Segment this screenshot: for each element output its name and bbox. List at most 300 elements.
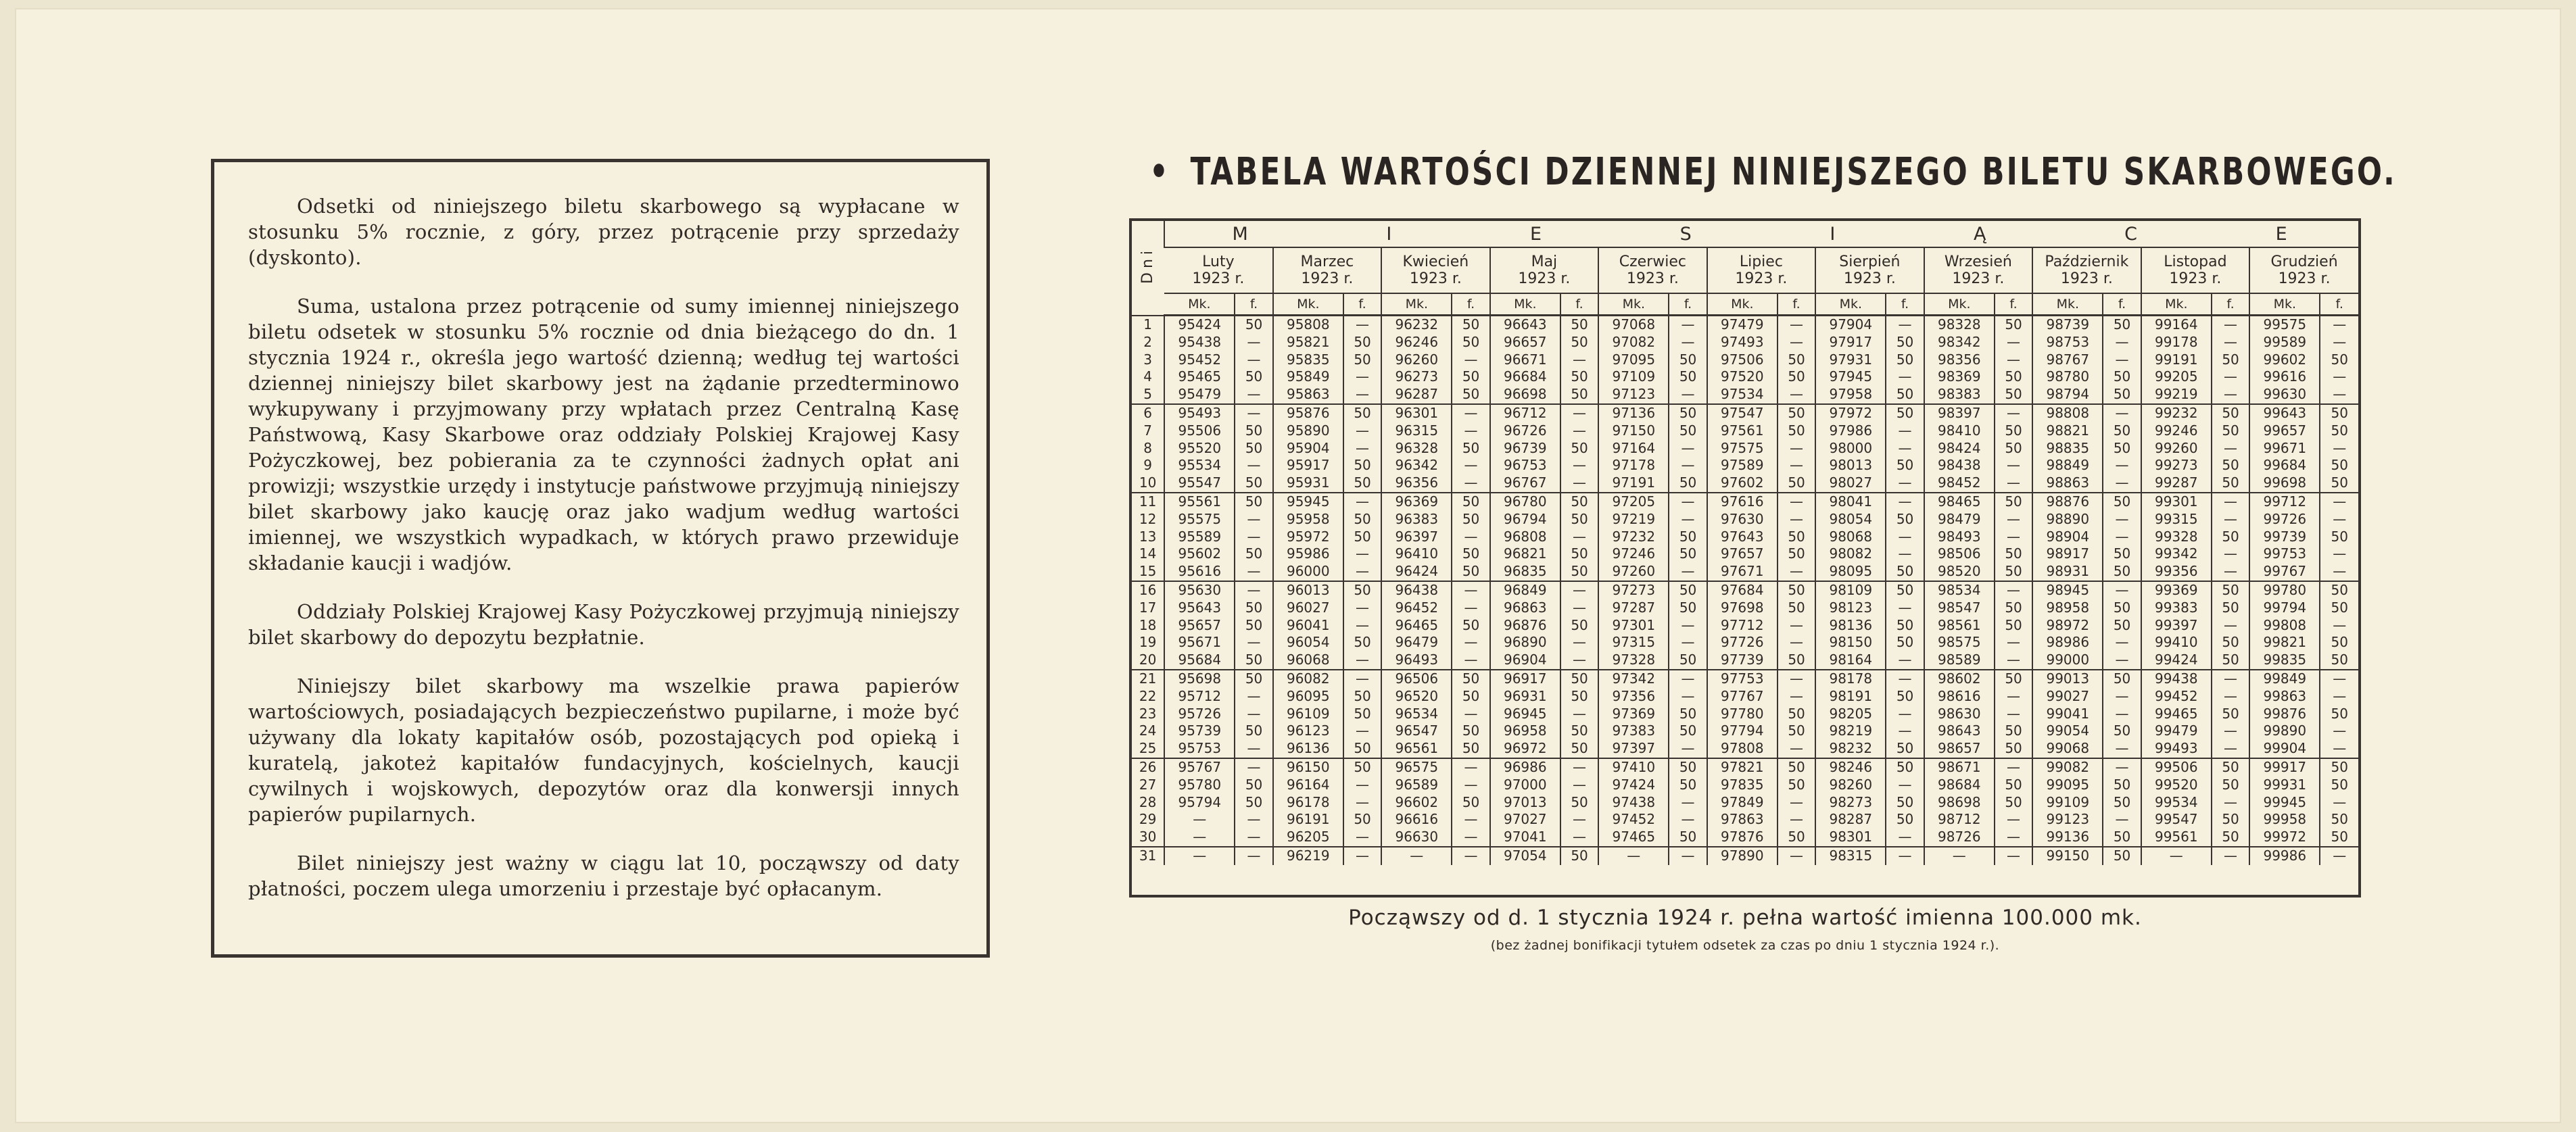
value-f: — xyxy=(1778,634,1815,651)
months-header-letter: I xyxy=(1386,223,1396,245)
value-f: 50 xyxy=(1886,634,1924,651)
value-mk: 99301 xyxy=(2141,493,2212,511)
value-f: — xyxy=(1669,670,1707,688)
unit-mk-header: Mk. xyxy=(2141,293,2212,316)
value-f: 50 xyxy=(2212,581,2249,599)
daily-value-table xyxy=(1132,221,2358,865)
value-mk: 99575 xyxy=(2249,316,2320,334)
value-f: — xyxy=(1886,651,1924,670)
value-mk: 97095 xyxy=(1598,351,1669,369)
value-mk: 97780 xyxy=(1707,706,1778,723)
value-mk: 95808 xyxy=(1273,316,1343,334)
value-f: — xyxy=(1886,706,1924,723)
value-mk: 99506 xyxy=(2141,758,2212,777)
value-mk: 97383 xyxy=(1598,722,1669,740)
value-f: 50 xyxy=(2103,777,2141,794)
day-number: 3 xyxy=(1143,351,1152,368)
value-f: 50 xyxy=(1669,829,1707,847)
value-mk: 97972 xyxy=(1815,404,1886,422)
day-number: 19 xyxy=(1139,634,1157,651)
value-f: — xyxy=(1452,777,1489,794)
value-mk: 98726 xyxy=(1924,829,1995,847)
value-mk: 97315 xyxy=(1598,634,1669,651)
value-f: 50 xyxy=(1886,386,1924,404)
value-mk: 99178 xyxy=(2141,334,2212,351)
value-f: 50 xyxy=(1995,617,2032,635)
value-f: 50 xyxy=(2320,581,2358,599)
value-f: — xyxy=(2212,334,2249,351)
value-f: — xyxy=(1886,722,1924,740)
value-f: 50 xyxy=(2103,794,2141,812)
value-f: 50 xyxy=(2103,493,2141,511)
value-f: 50 xyxy=(1235,777,1272,794)
value-f: — xyxy=(1778,386,1815,404)
value-f: 50 xyxy=(1452,545,1489,563)
table-row xyxy=(1132,457,2358,474)
value-mk: 98534 xyxy=(1924,581,1995,599)
value-f: — xyxy=(1995,351,2032,369)
value-mk: 96424 xyxy=(1381,563,1452,581)
value-f: — xyxy=(1778,563,1815,581)
value-mk: 98054 xyxy=(1815,511,1886,528)
value-mk: 96863 xyxy=(1490,599,1560,617)
value-f: — xyxy=(1995,758,2032,777)
value-mk: 98178 xyxy=(1815,670,1886,688)
value-f: 50 xyxy=(1452,511,1489,528)
value-mk: 98452 xyxy=(1924,474,1995,493)
value-mk: 96945 xyxy=(1490,706,1560,723)
unit-f-header: f. xyxy=(1343,293,1381,316)
value-f: 50 xyxy=(1452,334,1489,351)
value-f: 50 xyxy=(1343,706,1381,723)
value-f: — xyxy=(1669,617,1707,635)
value-f: — xyxy=(1886,422,1924,440)
value-mk: 97821 xyxy=(1707,758,1778,777)
value-mk: 98780 xyxy=(2032,368,2103,386)
value-f: — xyxy=(1886,528,1924,546)
value-f: — xyxy=(1995,404,2032,422)
value-mk: 99219 xyxy=(2141,386,2212,404)
value-f: 50 xyxy=(1452,617,1489,635)
value-mk: 97561 xyxy=(1707,422,1778,440)
value-mk: 99123 xyxy=(2032,811,2103,829)
value-f: — xyxy=(2320,440,2358,458)
value-mk: 95465 xyxy=(1164,368,1235,386)
value-mk: 98671 xyxy=(1924,758,1995,777)
value-f: 50 xyxy=(1235,474,1272,493)
value-mk: 96465 xyxy=(1381,617,1452,635)
value-mk: 98246 xyxy=(1815,758,1886,777)
value-mk: 97123 xyxy=(1598,386,1669,404)
month-name: Wrzesień xyxy=(1944,253,2012,270)
unit-f-header: f. xyxy=(1886,293,1924,316)
value-mk: 97273 xyxy=(1598,581,1669,599)
value-mk: 96246 xyxy=(1381,334,1452,351)
value-f: — xyxy=(1343,422,1381,440)
value-mk: 95616 xyxy=(1164,563,1235,581)
value-f: — xyxy=(1778,511,1815,528)
table-row xyxy=(1132,670,2358,688)
value-f: — xyxy=(1778,794,1815,812)
value-mk: 96438 xyxy=(1381,581,1452,599)
value-f: 50 xyxy=(1778,474,1815,493)
unit-f-header: f. xyxy=(1778,293,1815,316)
value-f: — xyxy=(1995,334,2032,351)
value-f: — xyxy=(1886,777,1924,794)
value-mk: 96191 xyxy=(1273,811,1343,829)
value-f: 50 xyxy=(1235,368,1272,386)
value-f: — xyxy=(1886,829,1924,847)
value-f: 50 xyxy=(2103,386,2141,404)
value-mk: 99027 xyxy=(2032,688,2103,706)
value-mk: 98849 xyxy=(2032,457,2103,474)
value-f: — xyxy=(1560,581,1598,599)
value-f: 50 xyxy=(1560,670,1598,688)
value-mk: 97684 xyxy=(1707,581,1778,599)
value-f: — xyxy=(1995,651,2032,670)
value-f: 50 xyxy=(1669,545,1707,563)
value-f: 50 xyxy=(2212,829,2249,847)
table-row xyxy=(1132,493,2358,511)
value-f: 50 xyxy=(1452,440,1489,458)
value-mk: 97698 xyxy=(1707,599,1778,617)
value-mk: 97328 xyxy=(1598,651,1669,670)
value-f: 50 xyxy=(2320,706,2358,723)
value-f: — xyxy=(1452,829,1489,847)
value-mk: 97246 xyxy=(1598,545,1669,563)
table-row xyxy=(1132,777,2358,794)
value-mk: 98356 xyxy=(1924,351,1995,369)
value-mk: 95561 xyxy=(1164,493,1235,511)
value-mk: 99150 xyxy=(2032,847,2103,865)
month-header xyxy=(1598,247,1707,293)
value-f: — xyxy=(1560,351,1598,369)
value-mk: 96095 xyxy=(1273,688,1343,706)
value-mk: 99136 xyxy=(2032,829,2103,847)
value-mk: 96356 xyxy=(1381,474,1452,493)
value-f: 50 xyxy=(2103,599,2141,617)
value-mk: 97260 xyxy=(1598,563,1669,581)
value-mk: 97876 xyxy=(1707,829,1778,847)
day-number: 23 xyxy=(1139,705,1157,722)
value-f: — xyxy=(2212,386,2249,404)
day-number: 25 xyxy=(1139,740,1157,757)
value-mk: 99000 xyxy=(2032,651,2103,670)
value-mk: 96054 xyxy=(1273,634,1343,651)
value-f: — xyxy=(1452,706,1489,723)
day-number: 28 xyxy=(1139,793,1157,810)
unit-f-header: f. xyxy=(2320,293,2358,316)
value-f: 50 xyxy=(1886,404,1924,422)
day-number: 26 xyxy=(1132,758,1164,777)
value-f: 50 xyxy=(1560,440,1598,458)
value-f: 50 xyxy=(2212,528,2249,546)
value-mk: 99369 xyxy=(2141,581,2212,599)
month-year: 1923 r. xyxy=(2060,270,2113,287)
value-f: 50 xyxy=(2103,722,2141,740)
value-f: — xyxy=(1452,847,1489,865)
value-f: 50 xyxy=(1560,563,1598,581)
value-f: 50 xyxy=(1995,794,2032,812)
value-mk: 98479 xyxy=(1924,511,1995,528)
value-f: — xyxy=(2320,316,2358,334)
value-f: — xyxy=(1235,581,1272,599)
value-f: 50 xyxy=(1778,368,1815,386)
value-f: — xyxy=(1669,847,1707,865)
value-mk: 96452 xyxy=(1381,599,1452,617)
value-f: — xyxy=(2320,847,2358,865)
value-f: — xyxy=(1778,740,1815,758)
value-f: 50 xyxy=(1995,422,2032,440)
unit-f-header: f. xyxy=(2212,293,2249,316)
value-mk: 99890 xyxy=(2249,722,2320,740)
value-f: — xyxy=(1995,474,2032,493)
value-mk: 98150 xyxy=(1815,634,1886,651)
value-f: 50 xyxy=(1778,351,1815,369)
value-mk: 96506 xyxy=(1381,670,1452,688)
value-mk: 99863 xyxy=(2249,688,2320,706)
value-f: — xyxy=(1886,847,1924,865)
value-mk: 96972 xyxy=(1490,740,1560,758)
value-f: 50 xyxy=(1669,474,1707,493)
value-f: — xyxy=(1235,351,1272,369)
value-mk: 96287 xyxy=(1381,386,1452,404)
value-mk: 96630 xyxy=(1381,829,1452,847)
table-row xyxy=(1132,617,2358,635)
value-mk: 96726 xyxy=(1490,422,1560,440)
value-f: — xyxy=(1669,688,1707,706)
value-f: 50 xyxy=(1343,351,1381,369)
value-f: — xyxy=(1886,670,1924,688)
month-header xyxy=(1490,247,1599,293)
day-number: 7 xyxy=(1143,422,1152,439)
value-f: — xyxy=(1886,474,1924,493)
value-f: 50 xyxy=(2103,670,2141,688)
value-mk: 96767 xyxy=(1490,474,1560,493)
value-mk: 97726 xyxy=(1707,634,1778,651)
paragraph-rights: Niniejszy bilet skarbowy ma wszelkie prawa papierów wartościowych, posiadających bezpieczeństwo pupilarne, i może być używany dla lokaty kapitałów osób, pozostających pod opieką i kuratelą, jakoteż kapitałów fundacyjnych, kościelnych, kaucji cywilnych i wojskowych, depozytów oraz dla konwersji innych papierów pupilarnych. xyxy=(248,674,959,826)
value-mk: 99808 xyxy=(2249,617,2320,635)
month-year: 1923 r. xyxy=(1626,270,1679,287)
value-mk: 96150 xyxy=(1273,758,1343,777)
value-mk: 97589 xyxy=(1707,457,1778,474)
value-f: — xyxy=(1235,706,1272,723)
table-row xyxy=(1132,545,2358,563)
value-f: 50 xyxy=(1886,581,1924,599)
value-f: — xyxy=(2320,563,2358,581)
value-mk: 99534 xyxy=(2141,794,2212,812)
value-mk: 98082 xyxy=(1815,545,1886,563)
value-mk: 99712 xyxy=(2249,493,2320,511)
value-f: 50 xyxy=(2212,706,2249,723)
day-number: 15 xyxy=(1139,563,1157,580)
value-f: — xyxy=(2320,368,2358,386)
value-f: — xyxy=(1343,563,1381,581)
value-f: — xyxy=(1995,457,2032,474)
value-mk: 96904 xyxy=(1490,651,1560,670)
value-mk: 96136 xyxy=(1273,740,1343,758)
value-f: 50 xyxy=(1886,740,1924,758)
value-f: 50 xyxy=(1669,706,1707,723)
value-f: 50 xyxy=(2320,651,2358,670)
value-f: — xyxy=(1452,474,1489,493)
value-f: — xyxy=(2103,457,2141,474)
value-mk: 99657 xyxy=(2249,422,2320,440)
value-f: 50 xyxy=(1778,581,1815,599)
value-f: — xyxy=(2320,511,2358,528)
value-mk: 99835 xyxy=(2249,651,2320,670)
value-f: — xyxy=(1995,811,2032,829)
value-mk: 98520 xyxy=(1924,563,1995,581)
value-f: — xyxy=(1560,422,1598,440)
value-mk: 96383 xyxy=(1381,511,1452,528)
table-row xyxy=(1132,758,2358,777)
value-f: 50 xyxy=(2212,474,2249,493)
value-mk: 96000 xyxy=(1273,563,1343,581)
value-f: — xyxy=(1343,722,1381,740)
value-f: 50 xyxy=(1995,777,2032,794)
value-f: — xyxy=(1235,829,1272,847)
value-mk: 99232 xyxy=(2141,404,2212,422)
value-mk: 96712 xyxy=(1490,404,1560,422)
value-mk: 98232 xyxy=(1815,740,1886,758)
value-mk: 98397 xyxy=(1924,404,1995,422)
value-f: 50 xyxy=(1995,440,2032,458)
value-mk: 96917 xyxy=(1490,670,1560,688)
value-mk: 96260 xyxy=(1381,351,1452,369)
months-header-letter: S xyxy=(1679,223,1696,245)
table-row xyxy=(1132,794,2358,812)
value-mk: — xyxy=(1164,847,1235,865)
value-f: — xyxy=(1560,528,1598,546)
value-f: 50 xyxy=(2212,651,2249,670)
value-mk: 99465 xyxy=(2141,706,2212,723)
value-mk: 97643 xyxy=(1707,528,1778,546)
value-f: 50 xyxy=(2212,811,2249,829)
value-mk: 98438 xyxy=(1924,457,1995,474)
value-f: 50 xyxy=(2320,634,2358,651)
value-mk: 97082 xyxy=(1598,334,1669,351)
value-f: 50 xyxy=(1560,368,1598,386)
month-name: Listopad xyxy=(2164,253,2227,270)
table-row xyxy=(1132,722,2358,740)
value-mk: 98547 xyxy=(1924,599,1995,617)
value-mk: 98794 xyxy=(2032,386,2103,404)
unit-mk-header: Mk. xyxy=(1598,293,1669,316)
value-mk: 96027 xyxy=(1273,599,1343,617)
value-f: 50 xyxy=(2103,316,2141,334)
value-mk: 97753 xyxy=(1707,670,1778,688)
value-f: — xyxy=(1235,758,1272,777)
day-number: 11 xyxy=(1132,493,1164,511)
value-f: — xyxy=(1235,811,1272,829)
unit-f-header: f. xyxy=(1235,293,1272,316)
value-mk: 99904 xyxy=(2249,740,2320,758)
value-f: — xyxy=(2212,847,2249,865)
value-mk: — xyxy=(1924,847,1995,865)
value-mk: 98041 xyxy=(1815,493,1886,511)
value-mk: 99424 xyxy=(2141,651,2212,670)
value-f: 50 xyxy=(1886,334,1924,351)
value-mk: 97616 xyxy=(1707,493,1778,511)
day-number: 8 xyxy=(1143,439,1152,456)
value-f: 50 xyxy=(2103,829,2141,847)
value-f: 50 xyxy=(1778,422,1815,440)
value-f: 50 xyxy=(1343,688,1381,706)
value-mk: 98301 xyxy=(1815,829,1886,847)
months-header-letter: E xyxy=(2275,223,2291,245)
value-mk: 95698 xyxy=(1164,670,1235,688)
value-f: 50 xyxy=(1560,316,1598,334)
table-row xyxy=(1132,634,2358,651)
value-mk: 96178 xyxy=(1273,794,1343,812)
month-name: Maj xyxy=(1531,253,1558,270)
value-mk: 99383 xyxy=(2141,599,2212,617)
value-f: 50 xyxy=(1343,581,1381,599)
value-mk: 98698 xyxy=(1924,794,1995,812)
value-mk: 98383 xyxy=(1924,386,1995,404)
day-number: 5 xyxy=(1143,386,1152,403)
paragraph-validity: Bilet niniejszy jest ważny w ciągu lat 10, począwszy od daty płatności, poczem ulega umorzeniu i przestaje być opłacanym. xyxy=(248,852,959,900)
value-f: 50 xyxy=(1560,386,1598,404)
value-f: — xyxy=(1452,599,1489,617)
value-f: 50 xyxy=(1886,511,1924,528)
value-mk: 99315 xyxy=(2141,511,2212,528)
value-mk: 96534 xyxy=(1381,706,1452,723)
value-mk: 98575 xyxy=(1924,634,1995,651)
value-f: 50 xyxy=(1995,316,2032,334)
value-mk: 98739 xyxy=(2032,316,2103,334)
value-mk: 98013 xyxy=(1815,457,1886,474)
value-mk: 99452 xyxy=(2141,688,2212,706)
value-f: 50 xyxy=(1669,758,1707,777)
value-mk: 99191 xyxy=(2141,351,2212,369)
unit-f-header: f. xyxy=(1669,293,1707,316)
month-name: Sierpień xyxy=(1839,253,1901,270)
value-f: — xyxy=(1235,740,1272,758)
day-number: 29 xyxy=(1139,811,1157,828)
value-f: 50 xyxy=(1778,758,1815,777)
value-f: — xyxy=(2212,617,2249,635)
month-header xyxy=(1924,247,2033,293)
value-mk: 99328 xyxy=(2141,528,2212,546)
value-mk: 97054 xyxy=(1490,847,1560,865)
value-mk: — xyxy=(1164,811,1235,829)
unit-f-header: f. xyxy=(2103,293,2141,316)
month-name: Czerwiec xyxy=(1619,253,1686,270)
month-name: Grudzień xyxy=(2270,253,2338,270)
months-header-letter: I xyxy=(1830,223,1840,245)
value-mk: 97027 xyxy=(1490,811,1560,829)
value-mk: 97356 xyxy=(1598,688,1669,706)
value-f: 50 xyxy=(1886,811,1924,829)
days-header xyxy=(1132,221,1164,316)
value-f: 50 xyxy=(1452,386,1489,404)
value-mk: 97767 xyxy=(1707,688,1778,706)
table-row xyxy=(1132,368,2358,386)
value-f: — xyxy=(1886,493,1924,511)
value-mk: 97205 xyxy=(1598,493,1669,511)
value-mk: 95657 xyxy=(1164,617,1235,635)
value-f: 50 xyxy=(1452,794,1489,812)
value-f: — xyxy=(1778,670,1815,688)
value-f: — xyxy=(1235,528,1272,546)
value-f: 50 xyxy=(1886,351,1924,369)
day-number: 31 xyxy=(1132,847,1164,865)
value-mk: 95534 xyxy=(1164,457,1235,474)
month-header xyxy=(1381,247,1490,293)
value-f: 50 xyxy=(2103,368,2141,386)
